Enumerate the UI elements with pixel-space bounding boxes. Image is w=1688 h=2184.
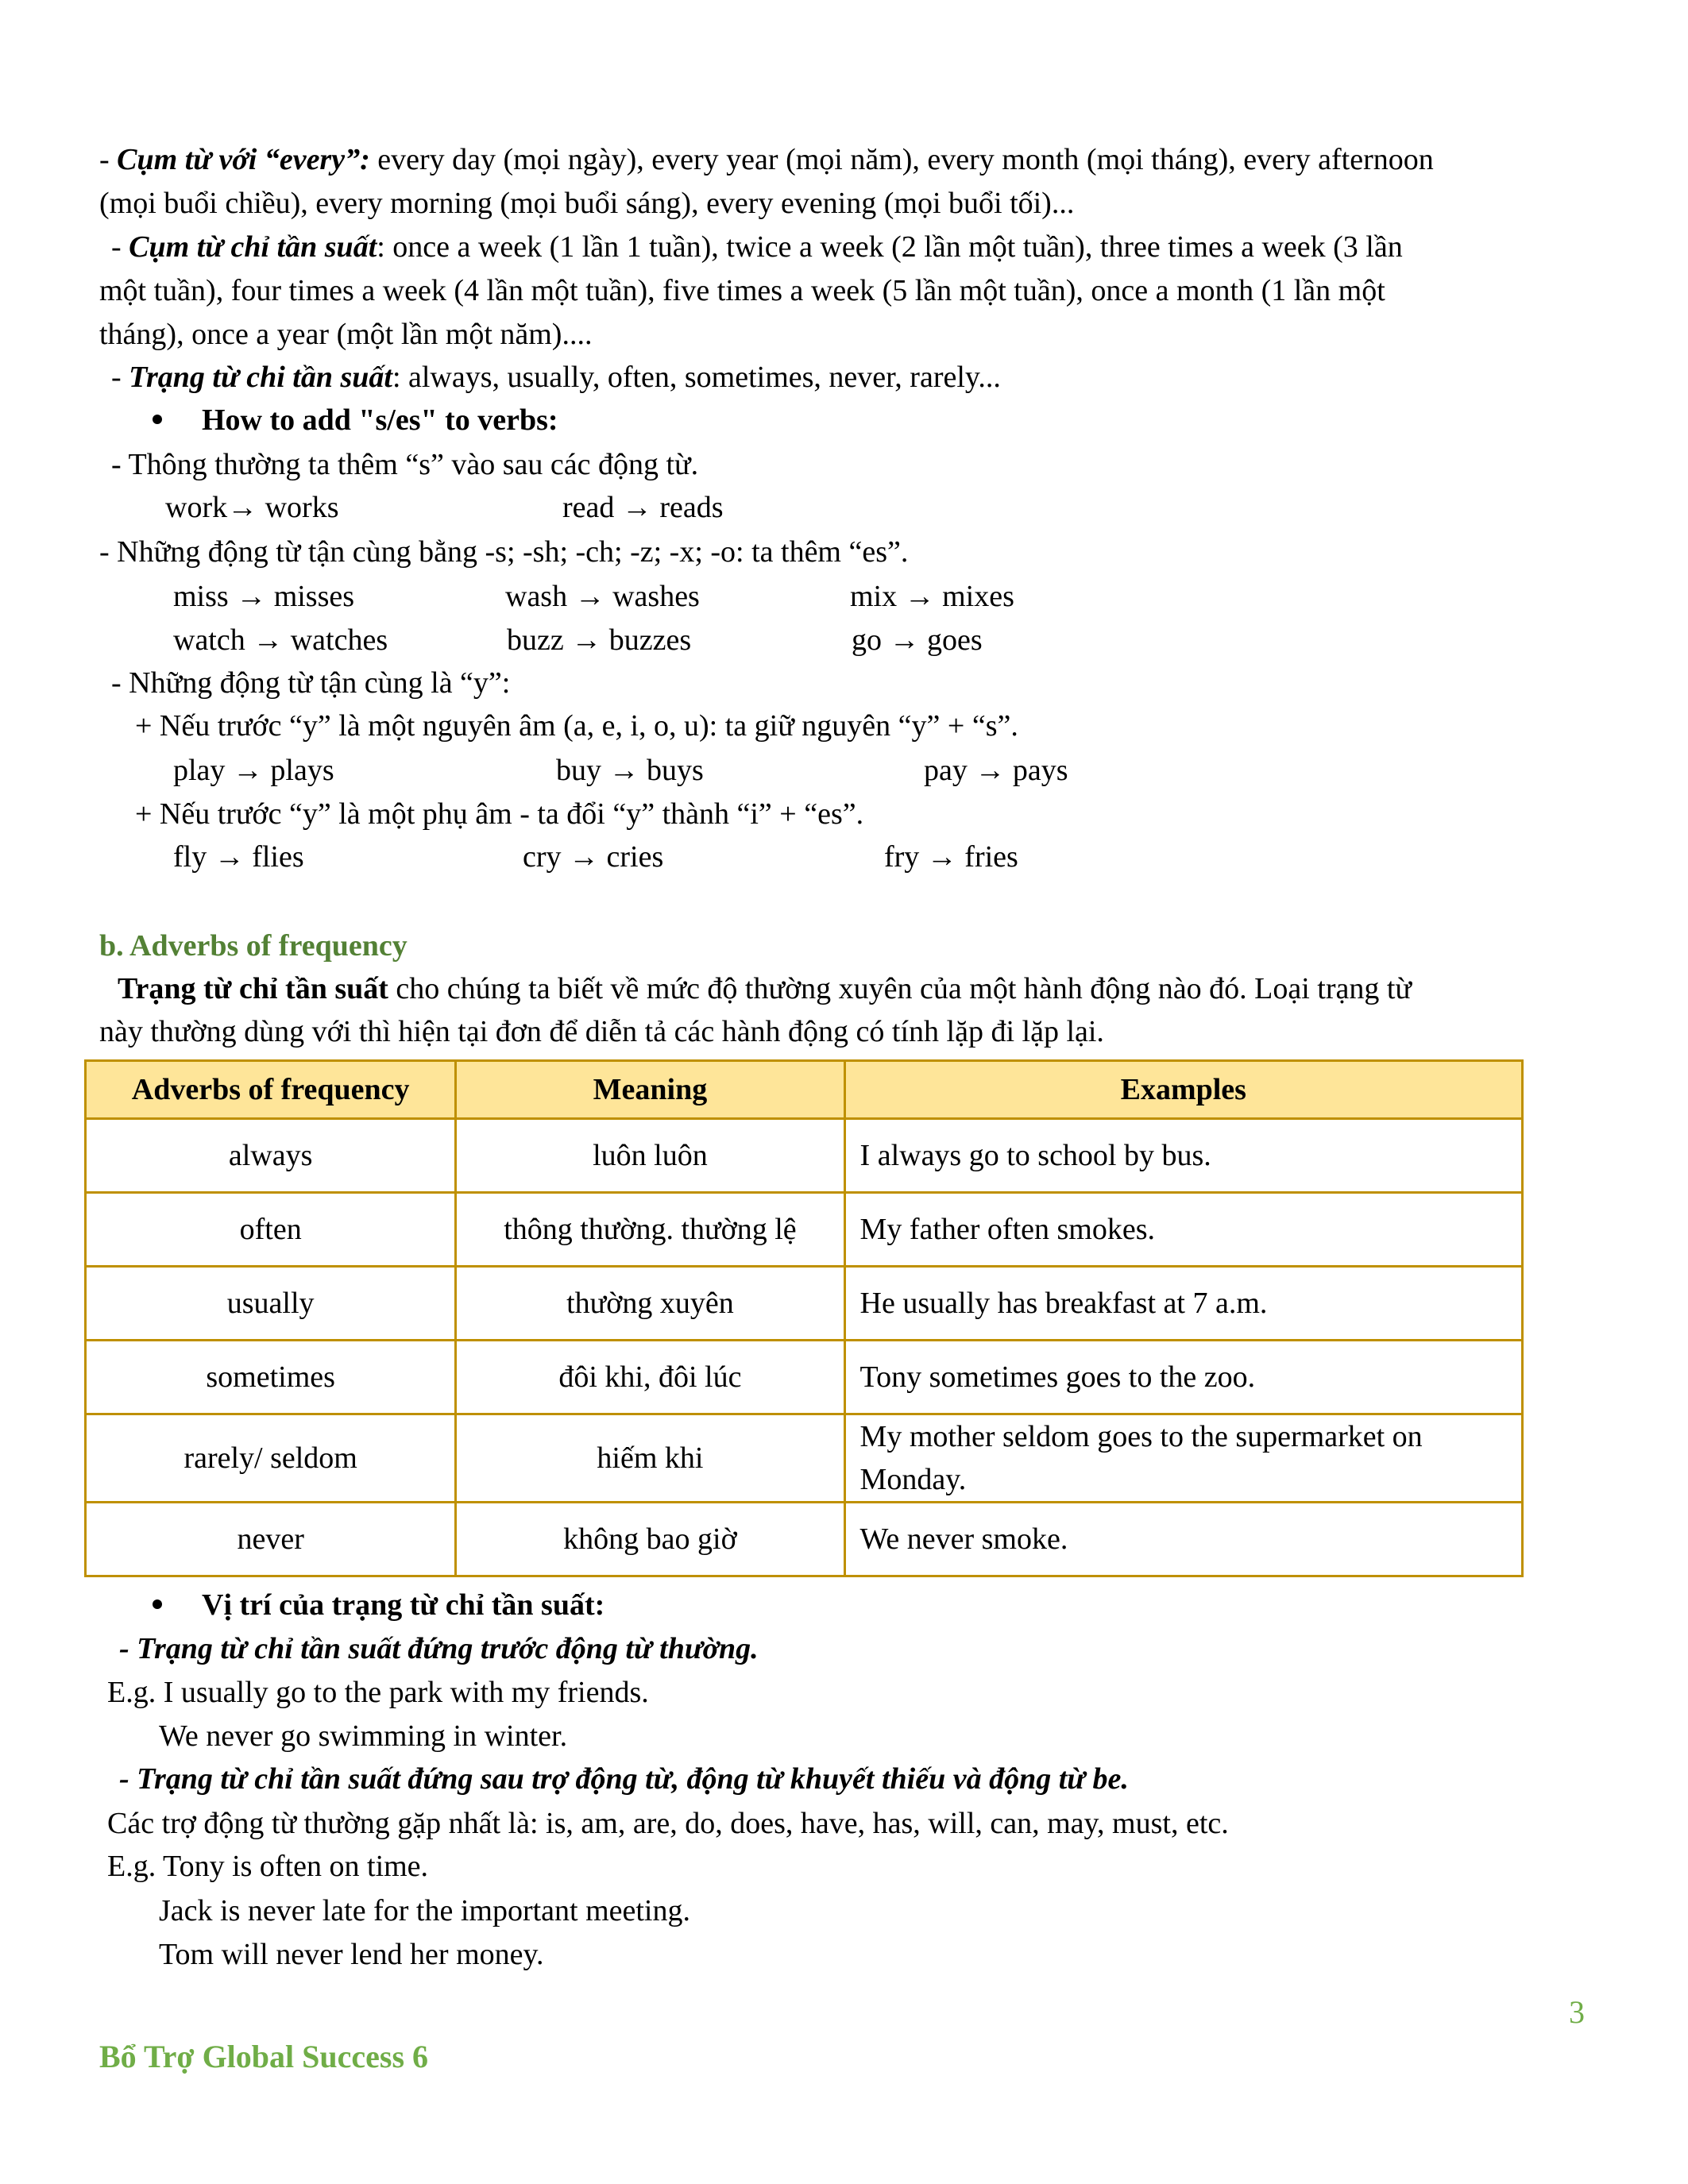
every-phrases-line2: (mọi buổi chiều), every morning (mọi buổi sáng), every evening (mọi buổi tối)... [99,187,1075,220]
table-row [86,1341,1523,1414]
section-b-intro-line2: này thường dùng với thì hiện tại đơn để diễn tả các hành động có tính lặp đi lặp lại. [99,1015,1104,1048]
cell-meaning: hiếm khi [456,1414,844,1503]
example-pay: pay → pays [924,754,1068,787]
bullet-icon [153,415,162,424]
cell-example: He usually has breakfast at 7 a.m. [844,1267,1522,1341]
footer-title: Bổ Trợ Global Success 6 [99,2039,429,2074]
position-rule2-example3: Tom will never lend her money. [159,1938,544,1971]
frequency-phrases-line2: một tuần), four times a week (4 lần một tuần), five times a week (5 lần một tuần), once a month (1 lần một [99,274,1385,307]
cell-adverb: sometimes [86,1341,456,1414]
cell-meaning: thông thường. thường lệ [456,1193,844,1267]
add-s-es-title: How to add "s/es" to verbs: [153,402,558,438]
example-fry: fry → fries [884,840,1018,874]
table-row [86,1267,1523,1341]
bullet-icon [153,1599,162,1609]
position-rule2: - Trạng từ chỉ tần suất đứng sau trợ động từ, động từ khuyết thiếu và động từ be. [119,1762,1129,1796]
position-rule2-note: Các trợ động từ thường gặp nhất là: is, am, are, do, does, have, has, will, can, may, must, etc. [107,1807,1229,1840]
cell-example: Tony sometimes goes to the zoo. [844,1341,1522,1414]
frequency-phrases-label: Cụm từ chỉ tần suất [129,230,377,264]
add-s-es-rule3: - Những động từ tận cùng là “y”: [111,666,511,700]
example-watch: watch → watches [173,623,388,657]
adverb-list-line: - Trạng từ chi tần suất: always, usually, often, sometimes, never, rarely... [111,361,1001,394]
position-rule1-example2: We never go swimming in winter. [159,1719,568,1753]
every-phrases-label: Cụm từ với “every”: [117,143,370,176]
table-row [86,1193,1523,1267]
cell-meaning: thường xuyên [456,1267,844,1341]
cell-meaning: luôn luôn [456,1119,844,1193]
header-meaning: Meaning [456,1061,844,1119]
example-miss: miss → misses [173,580,355,613]
add-s-es-rule2: - Những động từ tận cùng bằng -s; -sh; -ch; -z; -x; -o: ta thêm “es”. [99,535,909,569]
example-work: work→ works [165,491,339,524]
add-s-es-rule3b: + Nếu trước “y” là một phụ âm - ta đổi “y” thành “i” + “es”. [135,797,864,831]
example-read: read → reads [562,491,724,524]
cell-example: We never smoke. [844,1503,1522,1576]
position-title: Vị trí của trạng từ chỉ tần suất: [153,1587,605,1623]
example-play: play → plays [173,754,334,787]
cell-example: My father often smokes. [844,1193,1522,1267]
position-rule1: - Trạng từ chỉ tần suất đứng trước động từ thường. [119,1632,759,1665]
adverb-list-label: Trạng từ chi tần suất [129,361,392,394]
cell-meaning: đôi khi, đôi lúc [456,1341,844,1414]
table-row [86,1503,1523,1576]
table-row [86,1119,1523,1193]
page-number: 3 [1569,1994,1585,2030]
cell-adverb: rarely/ seldom [86,1414,456,1503]
table-row [86,1414,1523,1503]
cell-meaning: không bao giờ [456,1503,844,1576]
cell-example: My mother seldom goes to the supermarket on Monday. [844,1414,1522,1503]
add-s-es-rule1: - Thông thường ta thêm “s” vào sau các động từ. [111,448,699,481]
cell-adverb: never [86,1503,456,1576]
position-rule2-example2: Jack is never late for the important meeting. [159,1894,690,1927]
section-b-intro-line1: Trạng từ chỉ tần suất cho chúng ta biết về mức độ thường xuyên của một hành động nào đó. Loại trạng từ [118,972,1412,1005]
adverbs-table [84,1059,1524,1577]
frequency-phrases-line3: tháng), once a year (một lần một năm).... [99,318,593,351]
example-cry: cry → cries [523,840,664,874]
frequency-phrases-line1: - Cụm từ chỉ tần suất: once a week (1 lần 1 tuần), twice a week (2 lần một tuần), three times a week (3 lần [111,230,1403,264]
example-buzz: buzz → buzzes [507,623,692,657]
cell-adverb: always [86,1119,456,1193]
header-examples: Examples [844,1061,1522,1119]
example-buy: buy → buys [556,754,704,787]
table-header-row [86,1061,1523,1119]
cell-adverb: often [86,1193,456,1267]
example-go: go → goes [852,623,983,657]
every-phrases-line1: - Cụm từ với “every”: every day (mọi ngày), every year (mọi năm), every month (mọi tháng), every afternoon [99,143,1434,176]
cell-adverb: usually [86,1267,456,1341]
position-rule1-example1: E.g. I usually go to the park with my friends. [107,1676,649,1709]
position-rule2-example1: E.g. Tony is often on time. [107,1850,429,1883]
cell-example: I always go to school by bus. [844,1119,1522,1193]
example-fly: fly → flies [173,840,304,874]
example-mix: mix → mixes [850,580,1014,613]
header-adverbs: Adverbs of frequency [86,1061,456,1119]
section-b-heading: b. Adverbs of frequency [99,929,408,963]
example-wash: wash → washes [505,580,700,613]
add-s-es-rule3a: + Nếu trước “y” là một nguyên âm (a, e, i, o, u): ta giữ nguyên “y” + “s”. [135,709,1018,743]
